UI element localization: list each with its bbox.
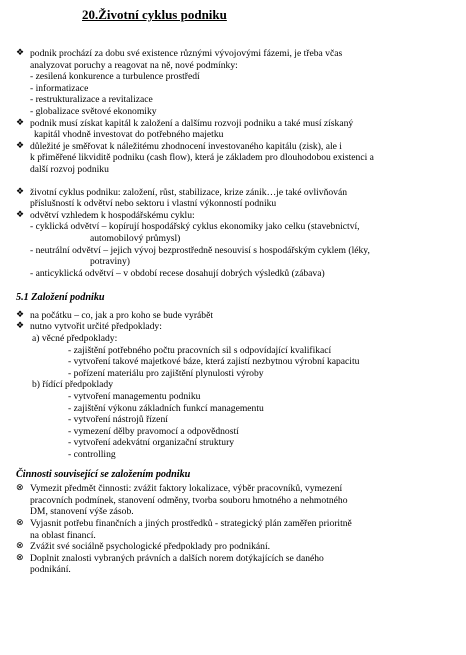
circled-x-icon: ⊗: [16, 541, 24, 552]
circle-item-subject: [16, 483, 454, 518]
text-line: odvětví vzhledem k hospodářskému cyklu:: [30, 209, 195, 221]
circle-item-social: [16, 541, 454, 553]
circle-item-finance: [16, 518, 454, 541]
diamond-bullet-icon: ❖: [16, 117, 25, 128]
sublist-item: - vytvoření nástrojů řízení: [68, 414, 168, 426]
diamond-bullet-icon: ❖: [16, 186, 25, 197]
circled-x-icon: ⊗: [16, 517, 24, 528]
sublist-item: - vytvoření adekvátní organizační struktury: [68, 437, 235, 449]
dash-item: - zesilená konkurence a turbulence prostředí: [30, 71, 200, 83]
diamond-bullet-icon: ❖: [16, 321, 25, 332]
text-line: na oblast financí.: [30, 529, 96, 541]
bullet-lifecycle: [16, 187, 454, 210]
bullet-phases: [16, 48, 454, 71]
text-line: potraviny): [90, 256, 130, 268]
text-line: životní cyklus podniku: založení, růst, stabilizace, krize zánik…je také ovlivňován: [30, 186, 348, 198]
sublist-item: - vymezení dělby pravomocí a odpovědností: [68, 425, 239, 437]
sublist-heading: b) řídící předpoklady: [32, 379, 113, 391]
text-line: na počátku – co, jak a pro koho se bude vyrábět: [30, 309, 214, 321]
text-line: k přiměřené likviditě podniku (cash flow), která je základem pro dlouhodobou existenci a: [30, 152, 374, 164]
circle-item-legal: [16, 553, 454, 576]
bullet-capital: [16, 118, 454, 141]
text-line: Vymezit předmět činnosti: zvážit faktory lokalizace, výběr pracovníků, vymezení: [30, 483, 343, 495]
bullet-valuation: [16, 141, 454, 176]
text-line: podnik prochází za dobu své existence různými vývojovými fázemi, je třeba včas: [30, 48, 343, 59]
diamond-bullet-icon: ❖: [16, 309, 25, 320]
dash-item-anticyclic: - anticyklická odvětví – v období recese dosahují dobrých výsledků (zábava): [30, 267, 325, 279]
circled-x-icon: ⊗: [16, 483, 24, 494]
circled-x-icon: ⊗: [16, 552, 24, 563]
bullet-beginning: [16, 310, 454, 322]
bullet-industries: [16, 210, 454, 222]
text-line: Doplnit znalosti vybraných právních a dalších norem dotýkajících se daného: [30, 552, 324, 564]
text-line: automobilový průmysl): [90, 232, 181, 244]
dash-item: - informatizace: [30, 82, 89, 94]
text-line: podnikání.: [30, 564, 71, 576]
text-line: Vyjasnit potřebu finančních a jiných prostředků - strategický plán zaměřen prioritně: [30, 517, 352, 529]
text-line: - cyklická odvětví – kopírují hospodářský cyklus ekonomiky jako celku (stavebnictví,: [30, 221, 360, 233]
text-line: analyzovat poruchy a reagovat na ně, nové podmínky:: [30, 59, 238, 71]
diamond-bullet-icon: ❖: [16, 209, 25, 220]
text-line: důležité je směřovat k náležitému zhodnocení investovaného kapitálu (zisk), ale i: [30, 140, 342, 152]
section-heading-activities: Činnosti související se založením podniku: [16, 468, 191, 480]
diamond-bullet-icon: ❖: [16, 48, 25, 58]
text-line: nutno vytvořit určité předpoklady:: [30, 321, 162, 333]
sublist-item: - vytvoření managementu podniku: [68, 391, 201, 403]
dash-item: - restrukturalizace a revitalizace: [30, 94, 153, 106]
text-line: další rozvoj podniku: [30, 163, 109, 175]
sublist-item: - zajištění výkonu základních funkcí managementu: [68, 402, 264, 414]
sublist-heading: a) věcné předpoklady:: [32, 333, 118, 345]
dash-item-cyclic: [16, 221, 454, 244]
text-line: Zvážit své sociálně psychologické předpoklady pro podnikání.: [30, 541, 271, 553]
text-line: - neutrální odvětví – jejich vývoj bezprostředně nesouvisí s hospodářským cyklem (léky,: [30, 244, 370, 256]
text-line: pracovních podmínek, stanovení odměny, tvorba souboru hmotného a nehmotného: [30, 494, 348, 506]
text-line: kapitál vhodně investovat do potřebného majetku: [34, 129, 224, 141]
sublist-item: - vytvoření takové majetkové báze, která zajistí nezbytnou výrobní kapacitu: [68, 356, 360, 368]
diamond-bullet-icon: ❖: [16, 140, 25, 151]
dash-item-neutral: [16, 245, 454, 268]
sublist-item: - pořízení materiálu pro zajištění plynulosti výroby: [68, 367, 264, 379]
bullet-prerequisites: [16, 321, 454, 333]
sublist-item: - controlling: [68, 449, 116, 460]
text-line: příslušností k odvětví nebo sektoru i vlastní výkonností podniku: [30, 198, 277, 210]
text-line: DM, stanovení výše zásob.: [30, 506, 134, 518]
page-title: 20.Životní cyklus podniku: [82, 7, 227, 22]
text-line: podnik musí získat kapitál k založení a dalšímu rozvoji podniku a také musí získaný: [30, 117, 354, 129]
dash-item: - globalizace světové ekonomiky: [30, 105, 157, 117]
section-heading-founding: 5.1 Založení podniku: [16, 292, 105, 304]
sublist-item: - zajištění potřebného počtu pracovních sil s odpovídající kvalifikací: [68, 344, 332, 356]
